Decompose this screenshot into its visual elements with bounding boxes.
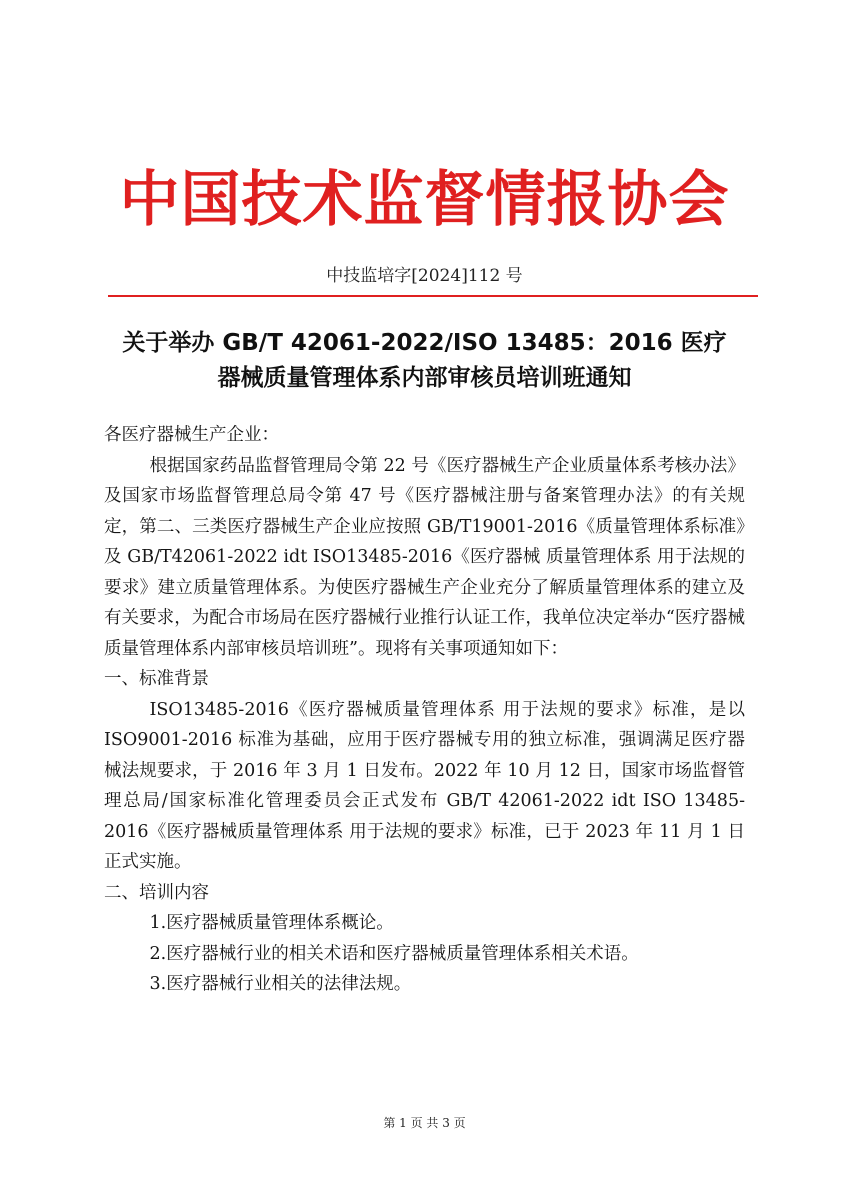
red-divider-line xyxy=(108,295,758,297)
section-heading-background: 一、标准背景 xyxy=(104,669,209,689)
intro-paragraph: 根据国家药品监督管理局令第 22 号《医疗器械生产企业质量体系考核办法》及国家市场监督管理总局令第 47 号《医疗器械注册与备案管理办法》的有关规定，第二、三类医疗器械生产企业应按照 GB/T19001-2016《质量管理体系标准》及 GB/T42061-2022 idt ISO13485-2016《医疗器械 质量管理体系 用于法规的要求》建立质量管理体系。为使医疗器械生产企业充分了解质量管理体系的建立及有关要求，为配合市场局在医疗器械行业推行认证工作，我单位决定举办“医疗器械质量管理体系内部审核员培训班”。现将有关事项通知如下： xyxy=(104,455,745,659)
document-body xyxy=(104,420,745,1000)
training-item-3: 3.医疗器械行业相关的法律法规。 xyxy=(149,974,412,994)
section-heading-training-content: 二、培训内容 xyxy=(104,882,209,903)
document-title-line-1: 关于举办 GB/T 42061-2022/ISO 13485：2016 医疗 xyxy=(122,330,727,356)
organization-header: 中国技术监督情报协会 xyxy=(119,165,730,235)
document-number: 中技监培字[2024]112 号 xyxy=(326,266,523,286)
background-paragraph: ISO13485-2016《医疗器械质量管理体系 用于法规的要求》标准，是以 ISO9001-2016 标准为基础，应用于医疗器械专用的独立标准，强调满足医疗器械法规要求，于 2016 年 3 月 1 日发布。2022 年 10 月 12 日，国家市场监督管理总局/国家标准化管理委员会正式发布 GB/T 42061-2022 idt ISO 13485-2016《医疗器械质量管理体系 用于法规的要求》标准，已于 2023 年 11 月 1 日正式实施。 xyxy=(104,699,745,872)
page-footer: 第 1 页 共 3 页 xyxy=(383,1116,466,1130)
document-title xyxy=(90,326,759,396)
salutation: 各医疗器械生产企业： xyxy=(104,425,279,445)
training-item-2: 2.医疗器械行业的相关术语和医疗器械质量管理体系相关术语。 xyxy=(149,943,639,964)
document-title-line-2: 器械质量管理体系内部审核员培训班通知 xyxy=(217,365,632,391)
training-item-1: 1.医疗器械质量管理体系概论。 xyxy=(149,913,394,933)
